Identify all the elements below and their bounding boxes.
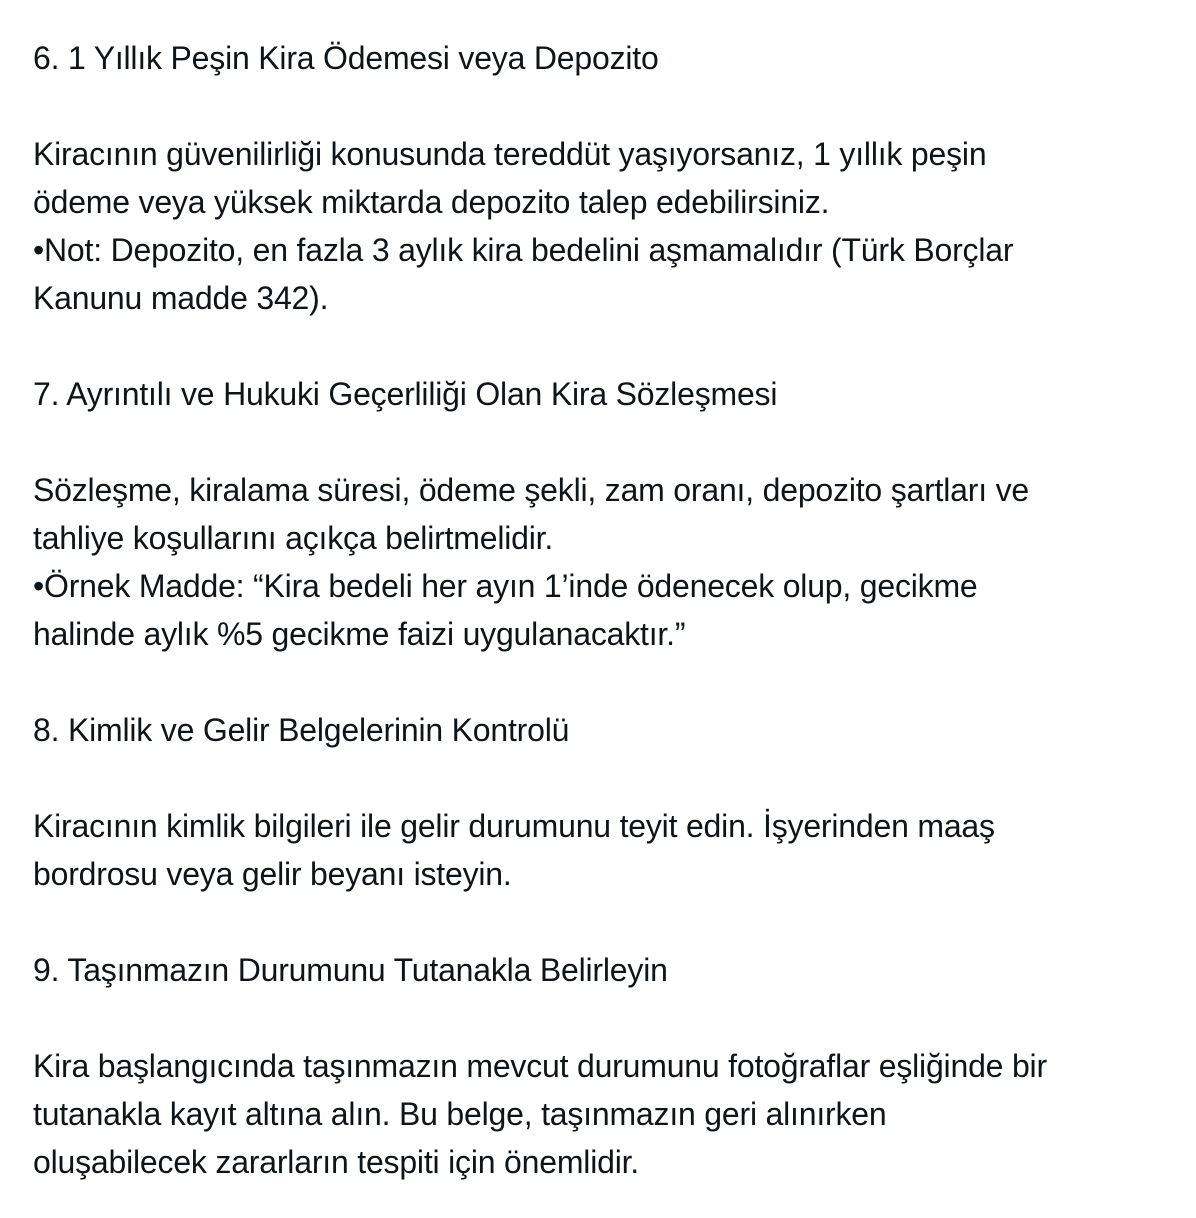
section-heading: 9. Taşınmazın Durumunu Tutanakla Belirleyin: [33, 952, 668, 988]
section-property-condition-report: [33, 946, 1156, 1186]
section-heading: 8. Kimlik ve Gelir Belgelerinin Kontrolü: [33, 712, 570, 748]
paragraph-line: Kiracının güvenilirliği konusunda tereddüt yaşıyorsanız, 1 yıllık peşin: [33, 136, 987, 172]
paragraph-line: ödeme veya yüksek miktarda depozito talep edebilirsiniz.: [33, 184, 830, 220]
paragraph-line: tahliye koşullarını açıkça belirtmelidir.: [33, 520, 554, 556]
paragraph-line: halinde aylık %5 gecikme faizi uygulanacaktır.”: [33, 616, 686, 652]
paragraph-line: •Örnek Madde: “Kira bedeli her ayın 1’inde ödenecek olup, gecikme: [33, 568, 978, 604]
section-identity-income-check: [33, 706, 1156, 898]
paragraph-line: •Not: Depozito, en fazla 3 aylık kira bedelini aşmamalıdır (Türk Borçlar: [33, 232, 1014, 268]
paragraph-line: tutanakla kayıt altına alın. Bu belge, taşınmazın geri alınırken: [33, 1096, 887, 1132]
paragraph-line: Kira başlangıcında taşınmazın mevcut durumunu fotoğraflar eşliğinde bir: [33, 1048, 1047, 1084]
section-heading: 7. Ayrıntılı ve Hukuki Geçerliliği Olan Kira Sözleşmesi: [33, 376, 778, 412]
section-lease-contract: [33, 370, 1156, 658]
paragraph-line: bordrosu veya gelir beyanı isteyin.: [33, 856, 512, 892]
paragraph-line: Kiracının kimlik bilgileri ile gelir durumunu teyit edin. İşyerinden maaş: [33, 808, 995, 844]
paragraph-line: Sözleşme, kiralama süresi, ödeme şekli, zam oranı, depozito şartları ve: [33, 472, 1029, 508]
paragraph-line: Kanunu madde 342).: [33, 280, 329, 316]
section-advance-rent-or-deposit: [33, 34, 1156, 322]
section-paragraph: [33, 130, 1156, 322]
paragraph-line: oluşabilecek zararların tespiti için önemlidir.: [33, 1144, 639, 1180]
section-paragraph: [33, 802, 1156, 898]
section-paragraph: [33, 466, 1156, 658]
section-paragraph: [33, 1042, 1156, 1186]
section-heading: 6. 1 Yıllık Peşin Kira Ödemesi veya Depozito: [33, 40, 659, 76]
